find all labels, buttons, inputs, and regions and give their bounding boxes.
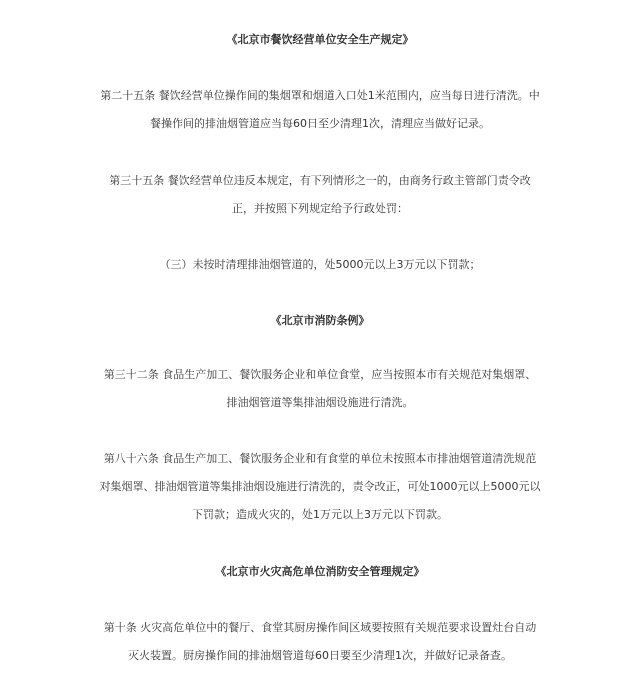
article-35-line-1: 第三十五条 餐饮经营单位违反本规定，有下列情形之一的，由商务行政主管部门责令改 — [109, 174, 531, 187]
section-title-catering-safety: 《北京市餐饮经营单位安全生产规定》 — [226, 33, 414, 46]
article-10-line-1: 第十条 火灾高危单位中的餐厅、食堂其厨房操作间区域要按照有关规范要求设置灶台自动 — [103, 621, 537, 634]
article-86-line-2: 对集烟罩、排油烟管道等集排油烟设施进行清洗的，责令改正，可处1000元以上5000元以 — [99, 480, 541, 493]
article-32-line-1: 第三十二条 食品生产加工、餐饮服务企业和单位食堂，应当按照本市有关规范对集烟罩、 — [103, 368, 537, 381]
article-86-line-1: 第八十六条 食品生产加工、餐饮服务企业和有食堂的单位未按照本市排油烟管道清洗规范 — [103, 452, 537, 465]
article-32-line-2: 排油烟管道等集排油烟设施进行清洗。 — [226, 396, 414, 409]
section-title-high-risk-units: 《北京市火灾高危单位消防安全管理规定》 — [215, 565, 425, 578]
article-25-line-1: 第二十五条 餐饮经营单位操作间的集烟罩和烟道入口处1米范围内，应当每日进行清洗。中 — [100, 89, 540, 102]
article-86-line-3: 下罚款；造成火灾的，处1万元以上3万元以下罚款。 — [192, 508, 448, 521]
section-title-fire-regulations: 《北京市消防条例》 — [270, 314, 370, 327]
article-25-line-2: 餐操作间的排油烟管道应当每60日至少清理1次，清理应当做好记录。 — [150, 117, 490, 130]
article-10-line-2: 灭火装置。厨房操作间的排油烟管道每60日要至少清理1次，并做好记录备查。 — [128, 649, 512, 662]
article-35-line-2: 正，并按照下列规定给予行政处罚： — [232, 202, 408, 215]
article-35-item-3: （三）未按时清理排油烟管道的，处5000元以上3万元以下罚款； — [159, 258, 481, 271]
